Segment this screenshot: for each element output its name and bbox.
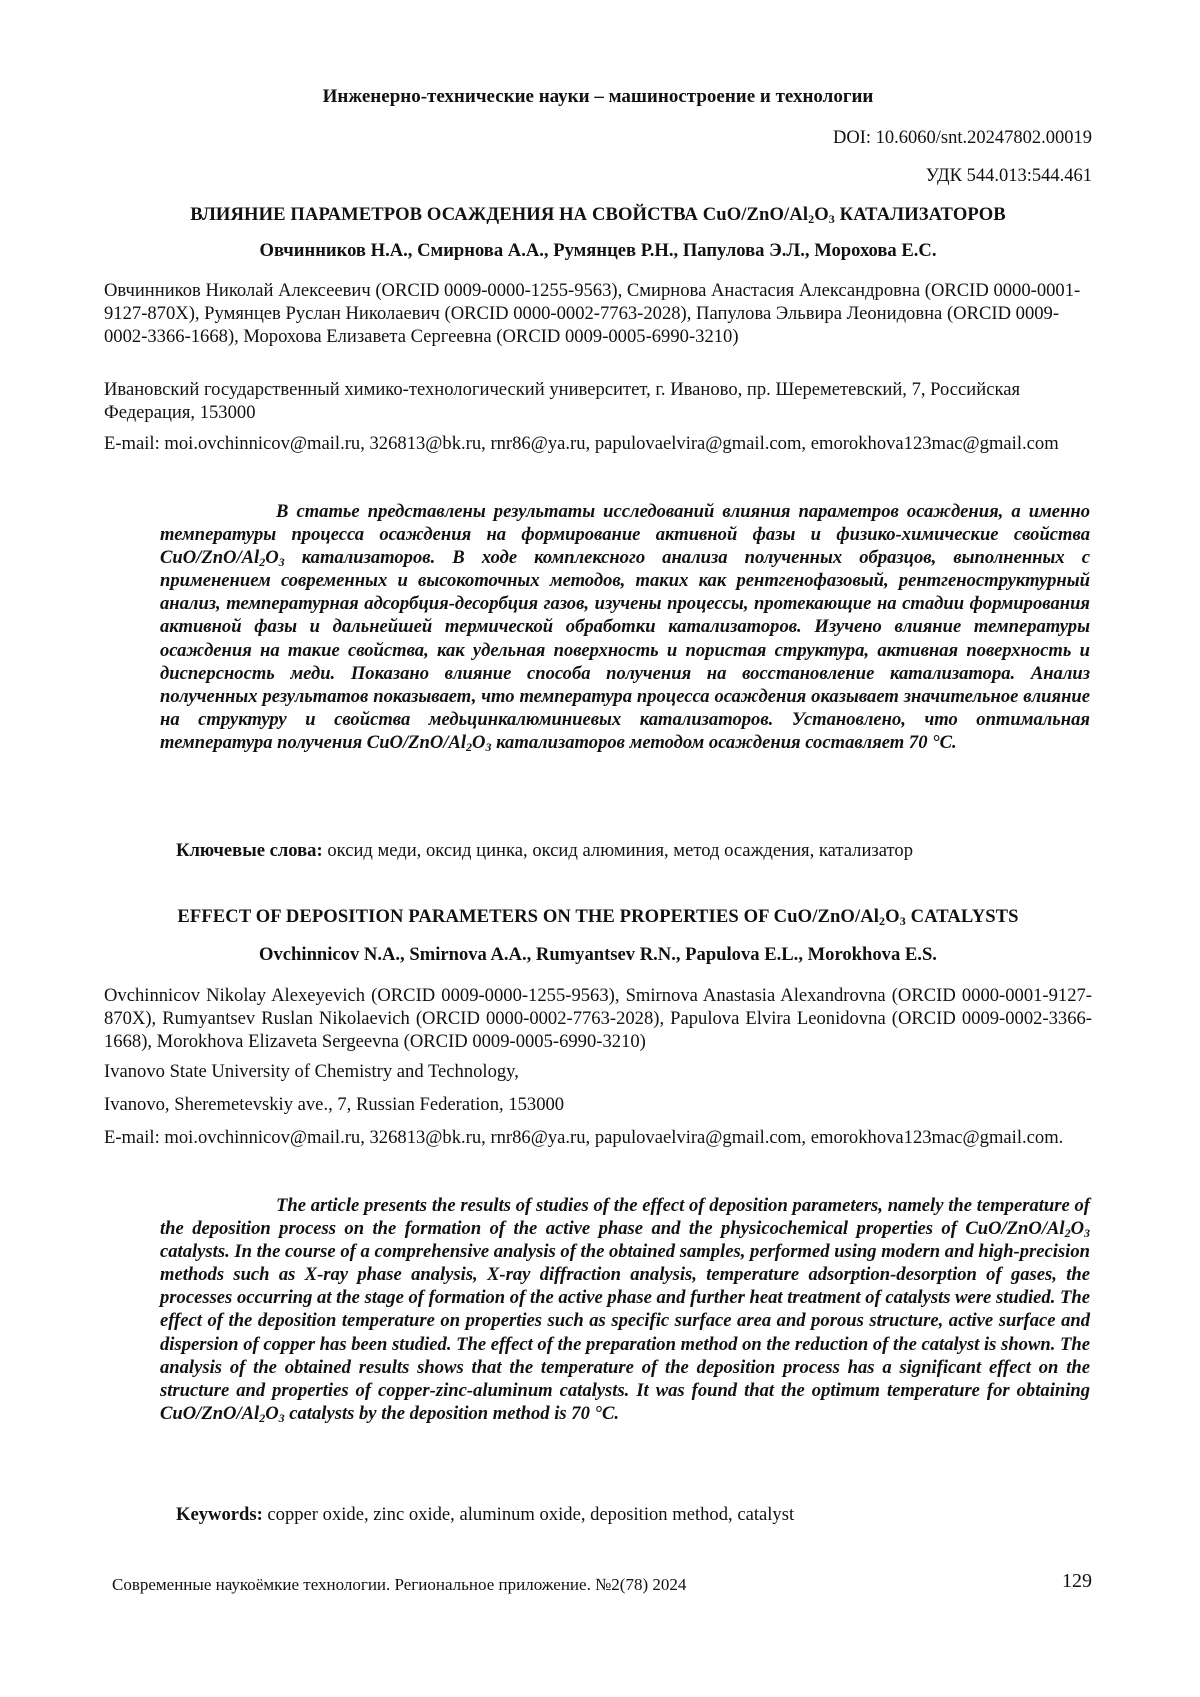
udc-code: УДК 544.013:544.461 — [925, 166, 1092, 186]
en-email-block — [104, 1126, 1092, 1149]
ru-orcid-list: Овчинников Николай Алексеевич (ORCID 0009-0000-1255-9563), Смирнова Анастасия Александровна (ORCID 0000-0001-9127-870X), Румянцев Руслан Николаевич (ORCID 0000-0002-7763-2028), Папулова Эльвира Леонидовна (ORCID 0009-0002-3366-1668), Морохова Елизавета Сергеевна (ORCID 0009-0005-6990-3210) — [104, 280, 1081, 347]
ru-keywords-block — [176, 840, 1092, 862]
ru-affiliation-block — [104, 378, 1092, 424]
ru-authors: Овчинников Н.А., Смирнова А.А., Румянцев Р.Н., Папулова Э.Л., Морохова Е.С. — [259, 240, 937, 261]
en-affiliation-line1-block — [104, 1060, 1092, 1083]
ru-orcid-block — [104, 279, 1092, 348]
en-affiliation-university: Ivanovo State University of Chemistry and Technology, — [104, 1061, 519, 1082]
en-authors: Ovchinnicov N.A., Smirnova A.A., Rumyantsev R.N., Papulova E.L., Morokhova E.S. — [259, 944, 937, 965]
en-abstract: The article presents the results of studies of the effect of deposition parameters, namely the temperature of the deposition process on the formation of the active phase and the physicochemical properties of CuO/$ZnO/Al_2O_3$ catalysts. In the course of a comprehensive analysis of the obtained samples, performed using modern and high-precision methods such as X-ray phase analysis, X-ray diffraction analysis, temperature adsorption-desorption of gases, the processes occurring at the stage of formation of the active phase and further heat treatment of catalysts were studied. The effect of the deposition temperature on properties such as specific surface area and porous structure, active surface and dispersion of copper has been studied. The effect of the preparation method on the reduction of the catalyst is shown. The analysis of the obtained results shows that the temperature of the deposition process has a significant effect on the structure and properties of copper-zinc-aluminum catalysts. It was found that the optimum temperature for obtaining CuO/$ZnO/Al_2O_3$ catalysts by the deposition method is 70 °С. — [160, 1195, 1090, 1425]
ru-email-block — [104, 432, 1092, 455]
en-email: E-mail: moi.ovchinnicov@mail.ru, 326813@bk.ru, rnr86@ya.ru, papulovaelvira@gmail.com, emorokhova123mac@gmail.com. — [104, 1127, 1064, 1148]
en-orcid-list: Ovchinnicov Nikolay Alexeyevich (ORCID 0009-0000-1255-9563), Smirnova Anastasia Alexandrovna (ORCID 0000-0001-9127-870X), Rumyantsev Ruslan Nikolaevich (ORCID 0000-0002-7763-2028), Papulova Elvira Leonidovna (ORCID 0009-0002-3366-1668), Morokhova Elizaveta Sergeevna (ORCID 0009-0005-6990-3210) — [104, 985, 1092, 1052]
ru-keywords: Ключевые слова: оксид меди, оксид цинка, оксид алюминия, метод осаждения, катализатор — [176, 840, 913, 861]
en-affiliation-address: Ivanovo, Sheremetevskiy ave., 7, Russian Federation, 153000 — [104, 1094, 565, 1115]
doi: DOI: 10.6060/snt.20247802.00019 — [833, 128, 1092, 148]
en-keywords: Keywords: copper oxide, zinc oxide, aluminum oxide, deposition method, catalyst — [176, 1504, 795, 1525]
en-authors-block — [104, 944, 1092, 966]
ru-email: E-mail: moi.ovchinnicov@mail.ru, 326813@bk.ru, rnr86@ya.ru, papulovaelvira@gmail.com, emorokhova123mac@gmail.com — [104, 433, 1059, 454]
section-heading: Инженерно-технические науки – машиностроение и технологии — [322, 86, 874, 107]
page-number: 129 — [1062, 1570, 1092, 1592]
en-abstract-block — [160, 1194, 1090, 1425]
ru-affiliation: Ивановский государственный химико-технологический университет, г. Иваново, пр. Шереметевский, 7, Российская Федерация, 153000 — [104, 379, 1021, 423]
en-orcid-block — [104, 984, 1092, 1053]
en-article-title: EFFECT OF DEPOSITION PARAMETERS ON THE PROPERTIES OF CuO/$ZnO/Al_2O_3$ CATALYSTS — [177, 906, 1019, 928]
ru-abstract-block — [160, 500, 1090, 754]
en-keywords-block — [176, 1504, 1092, 1526]
ru-article-title: ВЛИЯНИЕ ПАРАМЕТРОВ ОСАЖДЕНИЯ НА СВОЙСТВА CuO/$ZnO/Al_2O_3$ КАТАЛИЗАТОРОВ — [190, 204, 1006, 226]
footer-journal-name: Современные наукоёмкие технологии. Региональное приложение. №2(78) 2024 — [112, 1575, 687, 1594]
ru-authors-block — [104, 240, 1092, 262]
en-affiliation-line2-block — [104, 1093, 1092, 1116]
ru-title-block — [104, 204, 1092, 226]
ru-abstract: В статье представлены результаты исследований влияния параметров осаждения, а именно температуры процесса осаждения на формирование активной фазы и физико-химические свойства CuO/$ZnO/Al_2O_3$ катализаторов. В ходе комплексного анализа полученных образцов, выполненных с применением современных и высокоточных методов, таких как рентгенофазовый, рентгеноструктурный анализ, температурная адсорбция-десорбция газов, изучены процессы, протекающие на стадии формирования активной фазы и дальнейшей термической обработки катализаторов. Изучено влияние температуры осаждения на такие свойства, как удельная поверхность и пористая структура, активная поверхность и дисперсность меди. Показано влияние способа получения на восстановление катализатора. Анализ полученных результатов показывает, что температура процесса осаждения оказывает значительное влияние на структуру и свойства медьцинкалюминиевых катализаторов. Установлено, что оптимальная температура получения CuO/$ZnO/Al_2O_3$ катализаторов методом осаждения составляет 70 °С. — [160, 501, 1090, 754]
en-title-block — [104, 906, 1092, 928]
